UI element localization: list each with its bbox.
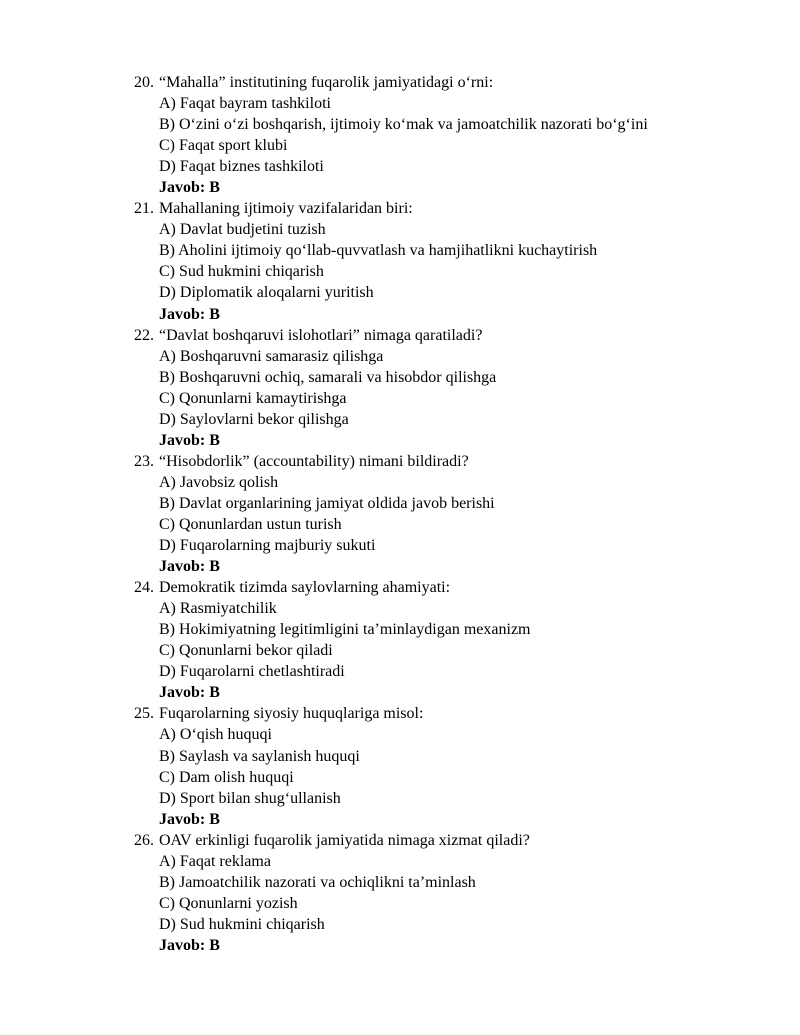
answer-key: Javob: B bbox=[159, 558, 220, 576]
answer-option: A) O‘qish huquqi bbox=[159, 726, 272, 744]
question-line bbox=[0, 325, 800, 346]
answer-option: A) Faqat reklama bbox=[159, 852, 271, 870]
question-block bbox=[0, 577, 800, 703]
answer-option: D) Fuqarolarning majburiy sukuti bbox=[159, 537, 376, 555]
question-block bbox=[0, 198, 800, 324]
question-text: “Hisobdorlik” (accountability) nimani bildiradi? bbox=[159, 452, 469, 470]
question-number: 26. bbox=[134, 831, 154, 849]
document-page bbox=[0, 72, 800, 956]
answer-option: A) Rasmiyatchilik bbox=[159, 600, 277, 618]
answer-option: D) Diplomatik aloqalarni yuritish bbox=[159, 284, 374, 302]
question-number: 22. bbox=[134, 326, 154, 344]
answer-option: A) Boshqaruvni samarasiz qilishga bbox=[159, 347, 384, 365]
answer-key: Javob: B bbox=[159, 936, 220, 954]
answer-key: Javob: B bbox=[159, 810, 220, 828]
answer-option: C) Qonunlarni yozish bbox=[159, 894, 298, 912]
question-block bbox=[0, 451, 800, 577]
question-number: 20. bbox=[134, 74, 154, 91]
answer-option: B) Jamoatchilik nazorati va ochiqlikni ta’minlash bbox=[159, 873, 476, 891]
answer-option: D) Fuqarolarni chetlashtiradi bbox=[159, 663, 345, 681]
question-line bbox=[0, 72, 800, 93]
question-block bbox=[0, 830, 800, 956]
answer-option: B) Saylash va saylanish huquqi bbox=[159, 747, 360, 765]
question-number: 25. bbox=[134, 705, 154, 723]
question-line bbox=[0, 577, 800, 598]
question-text: “Davlat boshqaruvi islohotlari” nimaga qaratiladi? bbox=[159, 326, 483, 344]
answer-option: A) Javobsiz qolish bbox=[159, 473, 279, 491]
question-text: “Mahalla” institutining fuqarolik jamiyatidagi o‘rni: bbox=[159, 74, 494, 91]
question-line bbox=[0, 830, 800, 851]
answer-option: B) O‘zini o‘zi boshqarish, ijtimoiy ko‘mak va jamoatchilik nazorati bo‘g‘ini bbox=[159, 116, 648, 134]
question-line bbox=[0, 703, 800, 724]
question-line bbox=[0, 451, 800, 472]
answer-option: A) Davlat budjetini tuzish bbox=[159, 221, 326, 239]
answer-option: C) Sud hukmini chiqarish bbox=[159, 263, 324, 281]
answer-option: C) Dam olish huquqi bbox=[159, 768, 294, 786]
question-block bbox=[0, 72, 800, 198]
question-number: 23. bbox=[134, 452, 154, 470]
question-text: Demokratik tizimda saylovlarning ahamiyati: bbox=[159, 579, 451, 597]
answer-option: B) Hokimiyatning legitimligini ta’minlaydigan mexanizm bbox=[159, 621, 531, 639]
question-number: 21. bbox=[134, 200, 154, 218]
answer-option: C) Qonunlardan ustun turish bbox=[159, 515, 342, 533]
answer-key: Javob: B bbox=[159, 684, 220, 702]
answer-option: D) Saylovlarni bekor qilishga bbox=[159, 410, 349, 428]
answer-option: C) Qonunlarni bekor qiladi bbox=[159, 642, 333, 660]
answer-option: B) Boshqaruvni ochiq, samarali va hisobdor qilishga bbox=[159, 368, 497, 386]
question-block bbox=[0, 703, 800, 829]
question-block bbox=[0, 325, 800, 451]
answer-option: B) Aholini ijtimoiy qo‘llab-quvvatlash va hamjihatlikni kuchaytirish bbox=[159, 242, 598, 260]
answer-key: Javob: B bbox=[159, 431, 220, 449]
question-text: OAV erkinligi fuqarolik jamiyatida nimaga xizmat qiladi? bbox=[159, 831, 530, 849]
answer-option: C) Faqat sport klubi bbox=[159, 137, 288, 155]
answer-option: C) Qonunlarni kamaytirishga bbox=[159, 389, 347, 407]
question-number: 24. bbox=[134, 579, 154, 597]
answer-option: D) Sud hukmini chiqarish bbox=[159, 915, 325, 933]
answer-option: A) Faqat bayram tashkiloti bbox=[159, 95, 331, 113]
answer-key: Javob: B bbox=[159, 305, 220, 323]
question-text: Mahallaning ijtimoiy vazifalaridan biri: bbox=[159, 200, 413, 218]
question-text: Fuqarolarning siyosiy huquqlariga misol: bbox=[159, 705, 424, 723]
answer-key: Javob: B bbox=[159, 179, 220, 197]
answer-option: D) Faqat biznes tashkiloti bbox=[159, 158, 324, 176]
answer-option: D) Sport bilan shug‘ullanish bbox=[159, 789, 341, 807]
question-line bbox=[0, 198, 800, 219]
answer-option: B) Davlat organlarining jamiyat oldida javob berishi bbox=[159, 494, 495, 512]
